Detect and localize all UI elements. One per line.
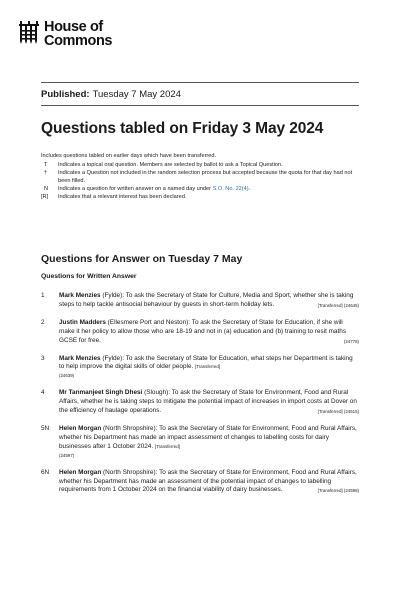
question-body [59, 425, 359, 461]
question-asker: Justin Madders [59, 318, 106, 326]
question-text: To ask the Secretary of State for Environment, Food and Rural Affairs, whether his Department has made an impact assessment of changes to labelling costs for dairy businesses after 1 October 2024. [59, 424, 357, 450]
question-constituency: (Ellesmere Port and Neston): [107, 318, 191, 326]
section-title: Questions for Answer on Tuesday 7 May [41, 253, 243, 265]
symbol-legend [41, 153, 361, 201]
question-transferred-tag: [Transferred] [195, 364, 221, 370]
house-of-commons-logo [18, 20, 112, 48]
question-item [41, 389, 359, 417]
question-constituency: (Slough): [144, 389, 171, 397]
question-text: To ask the Secretary of State for Culture, Media and Sport, whether she is taking steps to help tackle antisocial behaviour by guests in short-term holiday lets. [59, 292, 354, 308]
published-label: Published: [41, 88, 90, 100]
legend-row-dagger [41, 170, 361, 186]
question-item [41, 319, 359, 347]
question-item [41, 355, 359, 382]
question-item [41, 292, 359, 311]
legend-row-named-day [41, 186, 361, 194]
question-reference: [Transferred] (24645) [317, 302, 359, 308]
question-asker: Helen Morgan [59, 468, 102, 476]
question-body [59, 292, 359, 311]
question-item [41, 469, 359, 497]
legend-text-tail: . [248, 185, 251, 192]
legend-text [58, 186, 361, 194]
question-body [59, 389, 359, 417]
question-constituency: (Fylde): [102, 292, 125, 299]
question-number: 5N [41, 424, 50, 432]
question-number: 3 [41, 354, 45, 362]
legend-symbol: T [44, 161, 48, 168]
logo-line-1: House of [44, 19, 103, 35]
legend-symbol: † [44, 169, 48, 176]
legend-intro: Includes questions tabled on earlier days which have been transferred. [41, 153, 217, 159]
question-body [59, 319, 359, 347]
page-title: Questions tabled on Friday 3 May 2024 [41, 120, 324, 137]
question-body [59, 469, 359, 497]
published-date: Tuesday 7 May 2024 [92, 88, 181, 100]
question-text: To ask the Secretary of State for Environment, Food and Rural Affairs, whether his Department has made an assessment of the potential impact of changes to labelling requirements from 1 October 2024 on the financial viability of dairy businesses. [59, 468, 357, 494]
question-constituency: (North Shropshire): [103, 424, 158, 432]
logo-wordmark [44, 20, 112, 48]
question-number: 4 [41, 389, 45, 397]
question-text: To ask the Secretary of State for Education, if she will make it her policy to allow those who are 18-19 and not in (a) education and (b) training to resit maths GCSE for free. [59, 318, 347, 344]
question-number: 6N [41, 468, 50, 476]
legend-row-interest [41, 194, 361, 202]
published-bar [41, 82, 359, 106]
question-reference: (24597) [59, 452, 75, 458]
questions-list [41, 292, 359, 504]
question-item [41, 425, 359, 461]
legend-text-main: Indicates a question for written answer on a named day under [58, 185, 211, 192]
question-reference: (24778) [343, 338, 359, 344]
legend-symbol: N [44, 185, 49, 192]
question-transferred-tag: [Transferred] [154, 443, 180, 449]
legend-text: Indicates that a relevant interest has been declared. [58, 193, 187, 200]
question-reference: [Transferred] (24598) [317, 488, 359, 494]
question-constituency: (Fylde): [102, 354, 125, 362]
question-reference: [Transferred] (24515) [317, 409, 359, 415]
logo-line-2: Commons [44, 33, 113, 49]
question-text: To ask the Secretary of State for Environment, Food and Rural Affairs, whether he is taking steps to mitigate the potential impact of increases in import costs at Dover on the efficiency of haulage operations. [59, 389, 357, 415]
question-constituency: (North Shropshire): [103, 468, 158, 476]
legend-text: Indicates a Question not included in the random selection process but accepted because the quota for that day had not been filled. [58, 169, 353, 184]
question-asker: Mark Menzies [59, 292, 101, 299]
legend-row-topical [41, 162, 361, 170]
question-asker: Mark Menzies [59, 354, 101, 362]
standing-order-link[interactable]: S.O. No. 22(4) [212, 185, 249, 192]
legend-text: Indicates a topical oral question. Members are selected by ballot to ask a Topical Question. [58, 161, 283, 168]
question-text: To ask the Secretary of State for Education, what steps her Department is taking to help improve the digital skills of older people. [59, 354, 353, 371]
question-body [59, 355, 359, 382]
question-number: 2 [41, 318, 45, 326]
question-reference: (24639) [59, 373, 75, 379]
portcullis-icon [18, 21, 40, 45]
question-number: 1 [41, 292, 45, 299]
question-asker: Mr Tanmanjeet Singh Dhesi [59, 389, 143, 397]
subsection-title: Questions for Written Answer [41, 273, 137, 280]
question-asker: Helen Morgan [59, 424, 102, 432]
legend-symbol: [R] [41, 193, 49, 200]
